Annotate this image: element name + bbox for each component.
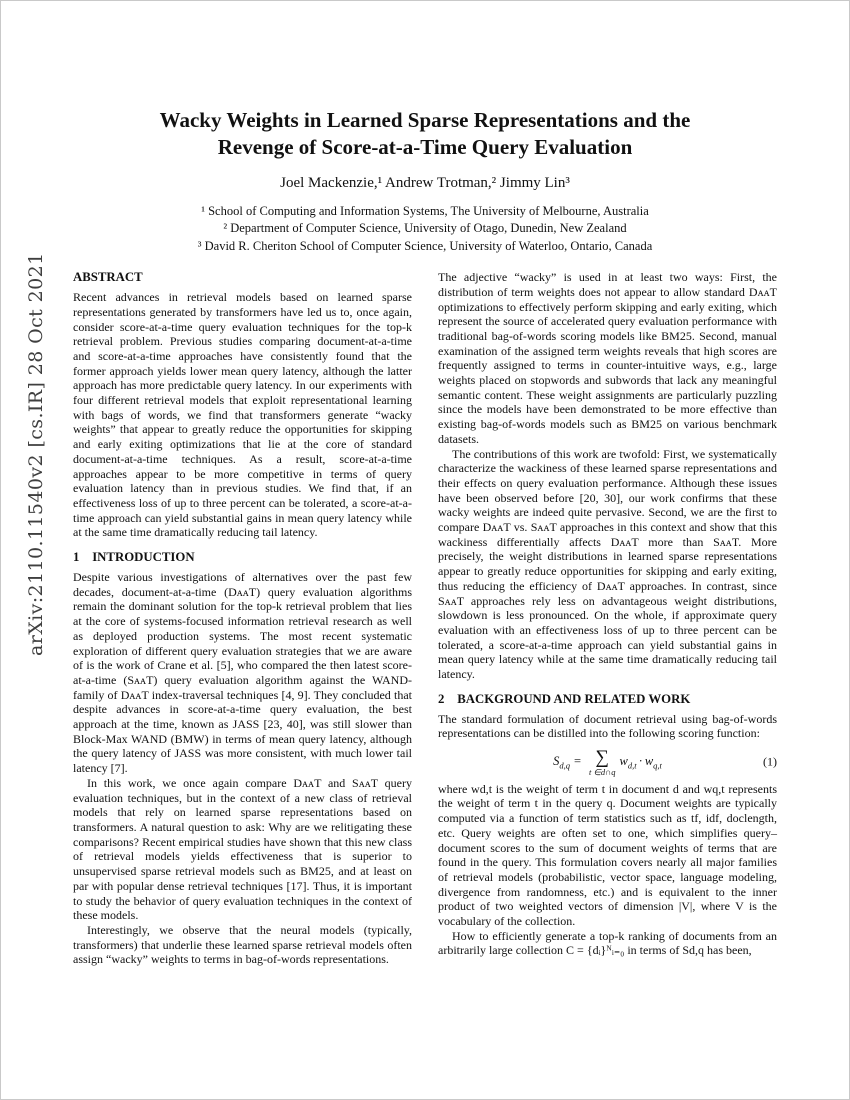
affiliation-2: ² Department of Computer Science, University of Otago, Dunedin, New Zealand (223, 221, 627, 236)
left-column (73, 270, 412, 967)
intro-paragraph-3: Interestingly, we observe that the neural models (typically, transformers) that underlie these learned sparse retrieval models often assign “wacky” weights to terms in bag-of-words representations. (73, 922, 412, 967)
eq-equals-sign: = (573, 754, 582, 769)
affiliation-1: ¹ School of Computing and Information Systems, The University of Melbourne, Australia (201, 203, 649, 218)
equation-number: (1) (763, 754, 777, 769)
section-1-heading: 1 INTRODUCTION (73, 550, 195, 565)
background-paragraph-1: The standard formulation of document retrieval using bag-of-words representations can be distilled into the following scoring function: (438, 711, 777, 741)
right-paragraph-2: The contributions of this work are twofold: First, we systematically characterize the wackiness of these learned sparse representations and their effects on query evaluation performance. Although these issues have been observed before [20, 30], our work confirms that these wacky weights are indeed quite pervasive. Second, we are the first to compare DᴀᴀT vs. SᴀᴀT approaches in this context and show that this wackiness differentially affects DᴀᴀT more than SᴀᴀT. More precisely, the weight distributions in learned sparse representations appear to greatly reduce opportunities for skipping and early exiting, thus reducing the efficiency of DᴀᴀT approaches. In contrast, since SᴀᴀT approaches rely less on advantageous weight distributions, slowdown is less pronounced. On the whole, if approximate query evaluation with an effectiveness loss of up to three percent can be tolerated, a score-at-a-time approach can yield substantial gains in mean query latency while at the same time dramatically reducing tail latency. (438, 446, 777, 682)
title-line-2: Revenge of Score-at-a-Time Query Evaluation (217, 135, 633, 160)
two-column-body (1, 255, 849, 967)
summation-block (589, 748, 616, 777)
eq-lhs: S (553, 754, 560, 769)
eq-term2: w (644, 754, 654, 769)
affiliation-3: ³ David R. Cheriton School of Computer Science, University of Waterloo, Ontario, Canada (197, 238, 653, 253)
eq-dot-operator: · (638, 754, 643, 769)
arxiv-watermark: arXiv:2110.11540v2 [cs.IR] 28 Oct 2021 (25, 252, 47, 656)
background-paragraph-3: How to efficiently generate a top-k ranking of documents from an arbitrarily large collection C = {dᵢ}ᴺᵢ₌₀ in terms of Sd,q has been, (438, 928, 777, 958)
paper-title (91, 107, 759, 162)
intro-paragraph-2: In this work, we once again compare DᴀᴀT and SᴀᴀT query evaluation techniques, but in the context of a new class of retrieval models that rely on learned sparse representations based on transformers. A natural question to ask: Why are we relitigating these comparisons? Recent empirical studies have shown that this new class of retrieval models yields effectiveness that is superior to unsupervised sparse retrieval models such as BM25, and at least on par with popular dense retrieval techniques [17]. Thus, it is important to study the behavior of query evaluation techniques in the context of these models. (73, 775, 412, 923)
affiliations (1, 203, 849, 256)
equation-body (553, 747, 662, 778)
section-2-heading: 2 BACKGROUND AND RELATED WORK (438, 691, 691, 706)
sum-subscript: t ∈d∩q (589, 767, 616, 778)
authors-line: Joel Mackenzie,¹ Andrew Trotman,² Jimmy Lin³ (280, 174, 570, 191)
right-column (438, 270, 777, 967)
eq-term1-subscript: d,t (627, 760, 637, 771)
equation-1 (438, 748, 777, 777)
intro-paragraph-1: Despite various investigations of alternatives over the past few decades, document-at-a-time (DᴀᴀT) query evaluation algorithms remain the dominant solution for the top-k retrieval problem that lies at the core of systems-focused information retrieval research as well as deployed production systems. The most recent systematic exploration of different query evaluation strategies that we are aware of is the work of Crane et al. [5], who compared the then latest score-at-a-time (SᴀᴀT) query evaluation algorithm against the WAND-family of DᴀᴀT index-traversal techniques [4, 9]. They concluded that despite advances in score-at-a-time query evaluation, the best approach at the time, known as JASS [23, 40], was still slower than Block-Max WAND (BMW) in terms of mean query latency, although the query latency of JASS was more consistent, with much lower tail latency [7]. (73, 570, 412, 776)
paper-header (1, 1, 849, 255)
abstract-heading: ABSTRACT (73, 270, 143, 285)
abstract-text: Recent advances in retrieval models based on learned sparse representations generated by transformers have led us to, once again, consider score-at-a-time query evaluation techniques for the top-k retrieval problem. Previous studies comparing document-at-a-time and score-at-a-time approaches have consistently found that the former approach yields lower mean query latency, although the latter approach has more predictable query latency. In our experiments with four different retrieval models that exploit representational learning with bags of words, we find that transformers generate “wacky weights” that appear to greatly reduce the opportunities for skipping and early exiting optimizations that lie at the core of standard document-at-a-time techniques. As a result, score-at-a-time approaches appear to be more competitive in terms of query evaluation latency than in previous studies. We find that, if an effectiveness loss of up to three percent can be tolerated, a score-at-a-time approach can yield substantial gains in mean query latency while at the same time dramatically reducing tail latency. (73, 290, 412, 540)
sum-symbol: ∑ (595, 747, 610, 769)
eq-lhs-subscript: d,q (559, 760, 570, 771)
eq-term2-subscript: q,t (653, 760, 662, 771)
title-line-1: Wacky Weights in Learned Sparse Representations and the (159, 108, 691, 132)
right-paragraph-1: The adjective “wacky” is used in at least two ways: First, the distribution of term weights does not appear to allow standard DᴀᴀT optimizations to effectively perform skipping and early exiting, which represent the source of accelerated query evaluation performance with traditional bag-of-words scoring models like BM25. Second, manual examination of the assigned term weights reveals that high scores are frequently assigned to terms in counter-intuitive ways, e.g., large weights placed on stopwords and subwords that lack any meaningful semantic content. These weight assignments are particularly puzzling since the models have been demonstrated to be more effective than existing bag-of-words models such as BM25 on various benchmark datasets. (438, 270, 777, 446)
eq-term1: w (619, 754, 628, 769)
background-paragraph-2: where wd,t is the weight of term t in document d and wq,t represents the weight of term t in the query q. Document weights are typically computed via a function of term statistics such as tf, idf, doclength, etc. Query weights are often set to one, which simplifies query–document scores to the sum of document weights of terms that are found in the query. This formulation covers nearly all major families of retrieval models (probabilistic, vector space, language modeling, divergence from randomness, etc.) and is equivalent to the inner product of two weighted vectors of dimension |V|, where V is the vocabulary of the collection. (438, 781, 777, 929)
